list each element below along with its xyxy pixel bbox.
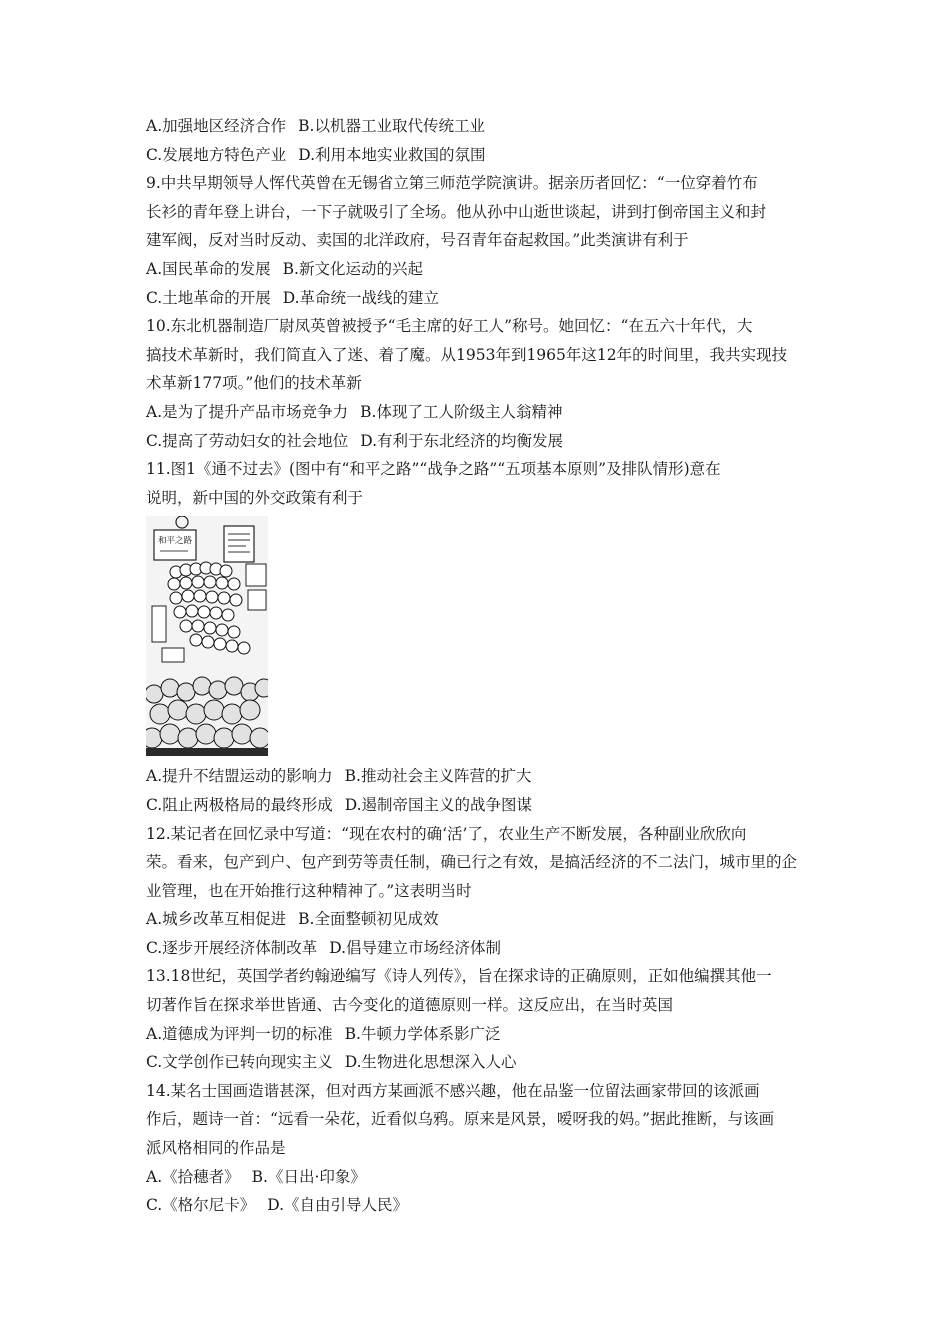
q13-options-row-1 (146, 1020, 816, 1049)
q11-option-a[interactable]: A.提升不结盟运动的影响力 (146, 767, 333, 786)
q9-stem-line: 9.中共早期领导人恽代英曾在无锡省立第三师范学院演讲。据亲历者回忆：“一位穿着竹布 (146, 174, 758, 193)
q8-option-c[interactable]: C.发展地方特色产业 (146, 145, 287, 164)
q10-option-b[interactable]: B.体现了工人阶级主人翁精神 (360, 402, 563, 421)
q11-options-row-2 (146, 791, 816, 820)
q11-option-c[interactable]: C.阻止两极格局的最终形成 (146, 795, 333, 814)
q10-option-c[interactable]: C.提高了劳动妇女的社会地位 (146, 431, 349, 450)
q10-options-row-2 (146, 427, 816, 456)
q11-stem-line: 说明，新中国的外交政策有利于 (146, 488, 364, 507)
q14-options-row-2 (146, 1191, 816, 1220)
q12-option-b[interactable]: B.全面整顿初见成效 (298, 910, 439, 929)
q14-option-b[interactable]: B.《日出·印象》 (251, 1167, 366, 1186)
q9-option-d[interactable]: D.革命统一战线的建立 (282, 288, 440, 307)
war-road-sign (224, 526, 254, 562)
q14-option-c[interactable]: C.《格尔尼卡》 (146, 1196, 256, 1215)
peace-road-sign-text: 和平之路 (158, 536, 193, 547)
q13-stem-line: 13.18世纪，英国学者约翰逊编写《诗人列传》，旨在探求诗的正确原则，正如他编撰其他一 (146, 967, 772, 986)
q12-stem-line: 业管理，也在开始推行这种精神了。”这表明当时 (146, 881, 472, 900)
q12-stem-line: 12.某记者在回忆录中写道：“现在农村的确‘活’了，农业生产不断发展，各种副业欣欣向 (146, 824, 747, 843)
q11-option-b[interactable]: B.推动社会主义阵营的扩大 (344, 767, 532, 786)
q12-option-a[interactable]: A.城乡改革互相促进 (146, 910, 287, 929)
q9-option-c[interactable]: C.土地革命的开展 (146, 288, 271, 307)
q8-option-b[interactable]: B.以机器工业取代传统工业 (298, 117, 485, 135)
q10-option-d[interactable]: D.有利于东北经济的均衡发展 (360, 431, 564, 450)
q8-option-a[interactable]: A.加强地区经济合作 (146, 117, 287, 135)
q8-option-d[interactable]: D.利用本地实业救国的氛围 (298, 145, 486, 164)
q9-stem-line: 长衫的青年登上讲台，一下子就吸引了全场。他从孙中山逝世谈起，讲到打倒帝国主义和封 (146, 202, 767, 221)
q14-stem-line: 派风格相同的作品是 (146, 1139, 286, 1158)
q13-option-b[interactable]: B.牛顿力学体系影广泛 (344, 1024, 501, 1043)
q13-options-row-2 (146, 1048, 816, 1077)
q9-options-row-1 (146, 255, 816, 284)
q9-option-a[interactable]: A.国民革命的发展 (146, 259, 271, 278)
q10-options-row-1 (146, 398, 816, 427)
q12-option-d[interactable]: D.倡导建立市场经济体制 (329, 938, 502, 957)
q10-stem-line: 术革新177项。”他们的技术革新 (146, 374, 362, 393)
q11-option-d[interactable]: D.遏制帝国主义的战争图谋 (344, 795, 533, 814)
q14-option-d[interactable]: D.《自由引导人民》 (267, 1196, 409, 1215)
q13-option-a[interactable]: A.道德成为评判一切的标准 (146, 1024, 333, 1043)
q9-option-b[interactable]: B.新文化运动的兴起 (282, 259, 423, 278)
q13-option-c[interactable]: C.文学创作已转向现实主义 (146, 1053, 333, 1072)
cartoon-illustration (146, 516, 268, 756)
q14-options-row-1 (146, 1163, 816, 1192)
q10-stem-line: 搞技术革新时，我们简直入了迷、着了魔。从1953年到1965年这12年的时间里，我共实现技 (146, 345, 788, 364)
exam-page (146, 112, 816, 1220)
q14-stem-line: 作后，题诗一首：“远看一朵花，近看似乌鸦。原来是风景，嗳呀我的妈。”据此推断，与该画 (146, 1110, 775, 1129)
q9-stem-line: 建军阀，反对当时反动、卖国的北洋政府，号召青年奋起救国。”此类演讲有利于 (146, 231, 689, 250)
q11-cartoon-figure (146, 516, 268, 756)
q10-stem-line: 10.东北机器制造厂尉凤英曾被授予“毛主席的好工人”称号。她回忆：“在五六十年代，大 (146, 317, 753, 336)
q10-option-a[interactable]: A.是为了提升产品市场竞争力 (146, 402, 349, 421)
q8-options-row-1 (146, 112, 816, 141)
q14-option-a[interactable]: A.《拾穗者》 (146, 1167, 240, 1186)
q13-option-d[interactable]: D.生物进化思想深入人心 (344, 1053, 517, 1072)
q12-options-row-2 (146, 934, 816, 963)
q12-stem-line: 荣。看来，包产到户、包产到劳等责任制，确已行之有效，是搞活经济的不二法门，城市里的企 (146, 853, 798, 872)
q9-options-row-2 (146, 284, 816, 313)
q12-options-row-1 (146, 905, 816, 934)
q12-option-c[interactable]: C.逐步开展经济体制改革 (146, 938, 318, 957)
q8-options-row-2 (146, 141, 816, 170)
q14-stem-line: 14.某名士国画造谐甚深，但对西方某画派不感兴趣，他在品鉴一位留法画家带回的该派画 (146, 1081, 760, 1100)
q13-stem-line: 切著作旨在探求举世皆通、古今变化的道德原则一样。这反应出，在当时英国 (146, 996, 674, 1015)
q11-options-row-1 (146, 762, 816, 791)
front-crowd (146, 677, 268, 748)
q11-stem-line: 11.图1《通不过去》(图中有“和平之路”“战争之路”“五项基本原则”及排队情形)意在 (146, 460, 721, 479)
